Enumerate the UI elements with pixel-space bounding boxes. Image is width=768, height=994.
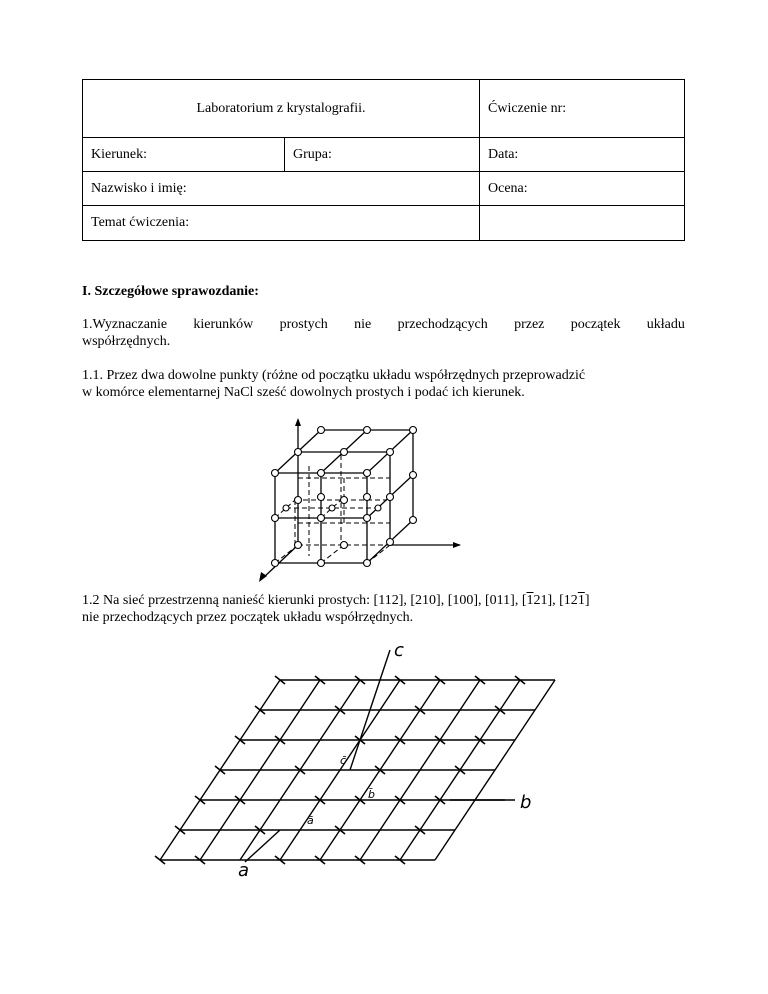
- topic-cell[interactable]: [83, 206, 480, 241]
- grade-label: Ocena:: [488, 180, 528, 196]
- word: nie: [354, 317, 372, 332]
- lab-title-cell: [83, 80, 480, 138]
- item-1-line1: [82, 316, 685, 333]
- date-label: Data:: [488, 146, 519, 162]
- grade-cell[interactable]: [480, 172, 685, 206]
- group-label: Grupa:: [293, 146, 332, 162]
- topic-label: Temat ćwiczenia:: [91, 215, 190, 230]
- overline-digit: 1: [526, 593, 534, 608]
- vector-a-label: ā: [307, 814, 314, 827]
- overline-digit: 1: [577, 593, 585, 608]
- word: układu: [646, 317, 685, 332]
- item-1-1-line1: 1.1. Przez dwa dowolne punkty (różne od początku układu współrzędnych przeprowadzić: [82, 368, 586, 383]
- section-heading: I. Szczegółowe sprawozdanie:: [82, 284, 259, 299]
- item-1-2-line2: nie przechodzących przez początek układu współrzędnych.: [82, 610, 414, 625]
- direction-cell[interactable]: [83, 138, 285, 172]
- direction-label: Kierunek:: [91, 146, 147, 162]
- nacl-unit-cell-figure: [255, 418, 465, 588]
- item-1-2-text: [82, 592, 702, 626]
- exercise-no-label: Ćwiczenie nr:: [488, 100, 567, 116]
- word: 1.Wyznaczanie: [82, 317, 168, 332]
- word: kierunków: [193, 317, 254, 332]
- name-label: Nazwisko i imię:: [91, 180, 187, 196]
- axis-b-label: b: [520, 792, 532, 813]
- vector-c-label: c̄: [340, 754, 347, 767]
- axis-c-label: c: [394, 640, 404, 661]
- item-1-2-end: ]: [584, 593, 590, 608]
- item-1-1-line2: w komórce elementarnej NaCl sześć dowolnych prostych i podać ich kierunek.: [82, 385, 525, 400]
- item-1-text: [82, 316, 685, 350]
- word: przechodzących: [397, 317, 488, 332]
- item-1-2-line1: [82, 592, 702, 609]
- item-1-line2: współrzędnych.: [82, 334, 171, 349]
- word: prostych: [279, 317, 328, 332]
- axis-a-label: a: [238, 860, 250, 880]
- item-1-1-text: [82, 367, 685, 401]
- item-1-2-mid: 21], [12: [533, 593, 578, 608]
- word: przez: [514, 317, 545, 332]
- space-lattice-figure: [150, 640, 570, 880]
- word: początek: [570, 317, 621, 332]
- group-cell[interactable]: [285, 138, 480, 172]
- name-cell[interactable]: [83, 172, 480, 206]
- empty-cell: [480, 206, 685, 241]
- date-cell[interactable]: [480, 138, 685, 172]
- vector-b-label: b̄: [368, 788, 375, 801]
- lab-title: Laboratorium z krystalografii.: [196, 100, 366, 116]
- header-table: [82, 79, 685, 241]
- item-1-2-prefix: 1.2 Na sieć przestrzenną nanieść kierunki prostych: [112], [210], [100], [011], [: [82, 593, 527, 608]
- exercise-no-cell[interactable]: [480, 80, 685, 138]
